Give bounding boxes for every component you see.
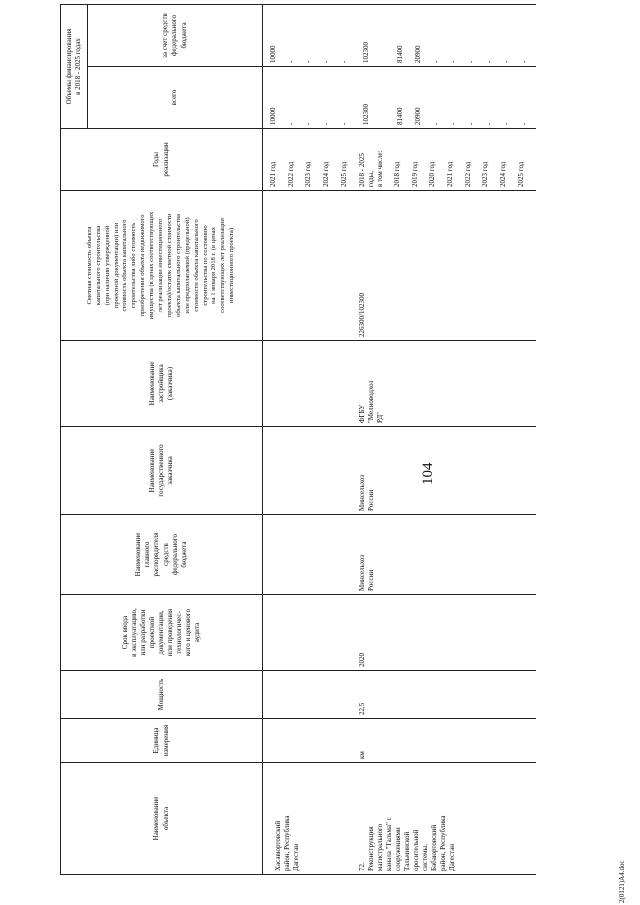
row-number: 72. xyxy=(357,862,366,871)
header-years: Годы реализации xyxy=(61,129,263,191)
header-object-name: Наименование объекта xyxy=(61,763,263,875)
header-chief-manager: Наименование главного распорядителя средств федерального бюджета xyxy=(61,515,263,595)
header-funding-federal: за счет средств федерального бюджета xyxy=(88,4,263,66)
row72-federal: 102300 81400 20900 - - - - - - xyxy=(356,4,536,66)
header-developer: Наименование застройщика (заказчика) xyxy=(61,341,263,427)
page-number: 104 xyxy=(420,462,436,485)
row72-developer: ФГБУ "Мелиоводхоз РД" xyxy=(356,341,536,427)
prev-federal: 10000 - - - - xyxy=(263,4,356,66)
header-commissioning-date: Срок ввода в эксплуатацию, или разработки проектной документации, или проведения технологичес- кого и ценового аудита xyxy=(61,595,263,671)
row72-commissioning-date: 2020 xyxy=(356,595,536,671)
table-row xyxy=(356,4,536,874)
file-label: 2(0121)A4.doc xyxy=(618,860,626,903)
header-capacity: Мощность xyxy=(61,671,263,719)
row72-unit: км xyxy=(356,719,536,763)
row72-capacity: 22,5 xyxy=(356,671,536,719)
table-row xyxy=(263,4,356,874)
prev-total: 10000 - - - - xyxy=(263,67,356,129)
row72-estimated-cost: 226300/102300 xyxy=(356,191,536,341)
header-funding-group: Объемы финансирования в 2018 - 2025 годах xyxy=(61,4,88,128)
row72-years: 2018 - 2025 годы, в том числе: 2018 год 2019 год 2020 год 2021 год 2022 год 2023 год 2024 год 2025 год xyxy=(356,129,536,191)
row72-object-name: 72.Реконструкция магистрального канала "Тальма" с сооружениями Тальминской оросительной системы, Бабаюртовский район, Республика Дагестан xyxy=(356,763,536,875)
row72-total: 102300 81400 20900 - - - - - - xyxy=(356,67,536,129)
row72-chief-manager: Минсельхоз России xyxy=(356,515,536,595)
row72-state-customer: Минсельхоз России xyxy=(356,427,536,515)
header-estimated-cost: Сметная стоимость объекта капитального строительства (при наличии утвержденной проектной документации) или стоимость объекта капитального строительства либо стоимость приобретения объекта недвижимого имущества (в ценах соответствующих лет реализации инвестиционного проекта)/остаток сметной стоимости объекта капитального строительства или предполагаемой (предельной) стоимости объекта капитального строительства по состоянию на 1 января 2018 г. (в ценах соответствующих лет реализации инвестиционного проекта) xyxy=(61,191,263,341)
prev-object-name: Хасавюртовский район, Республика Дагестан xyxy=(263,763,356,875)
prev-years: 2021 год 2022 год 2023 год 2024 год 2025 год xyxy=(263,129,356,191)
header-state-customer: Наименование государственного заказчика xyxy=(61,427,263,515)
investment-table xyxy=(60,4,536,875)
header-funding-total: всего xyxy=(88,67,263,129)
header-unit: Единица измерения xyxy=(61,719,263,763)
